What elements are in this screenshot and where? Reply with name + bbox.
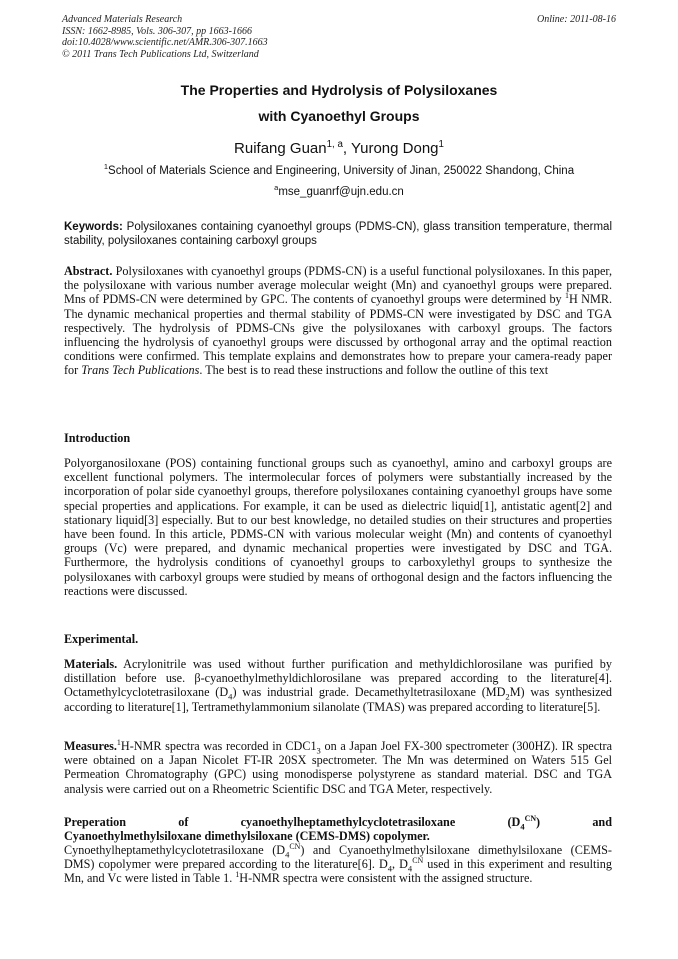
keywords xyxy=(64,220,612,248)
paper-title-line-1: The Properties and Hydrolysis of Polysiloxanes xyxy=(180,82,498,98)
measures-sub: 3 xyxy=(316,745,321,756)
measures-text-2: on a Japan Joel FX-300 spectrometer (300HZ). IR spectra were obtained on a Japan Nicolet FT-IR 20SX spectrometer. The Mn was determined on Waters 515 Gel Permeation Chromatography (GPC) using monodisperse polystyrene as standard material. DSC and TGA analysis were carried out on a Rheometric Scientific DSC and TGA Meter, respectively. xyxy=(64,739,612,796)
preparation-text-3: , D xyxy=(392,857,408,872)
preparation-sub-2: 4 xyxy=(387,863,393,874)
abstract-text-3: . The best is to read these instructions and follow the outline of this text xyxy=(199,363,549,378)
materials-label: Materials. xyxy=(64,657,118,671)
doi-line: doi:10.4028/www.scientific.net/AMR.306-307.1663 xyxy=(62,37,268,48)
journal-name: Advanced Materials Research xyxy=(62,14,183,25)
preparation-heading-text-1: Preperation of cyanoethylheptamethylcyclotetrasiloxane (D xyxy=(64,815,521,829)
measures-text-1: H-NMR spectra was recorded in CDC1 xyxy=(120,739,317,753)
affiliation-text: School of Materials Science and Engineering, University of Jinan, 250022 Shandong, China xyxy=(108,165,575,177)
materials-text-3: M) was synthesized according to literature[1], Tertramethylammonium silanolate (TMAS) was prepared according to literature[5]. xyxy=(64,685,612,714)
author-2: Yurong Dong xyxy=(350,140,439,157)
preparation-heading-line-1 xyxy=(64,813,612,832)
author-2-affiliation-mark: 1 xyxy=(438,139,444,150)
preparation-sub-3: 4 xyxy=(407,863,413,874)
introduction-heading: Introduction xyxy=(64,431,131,445)
materials-text-1: Acrylonitrile was used without further purification and methyldichlorosilane was purified by distillation before use. β-cyanoethylmethyldichlorosilane was prepared according to the literature[4]. Octamethylcyclotetrasiloxane (D xyxy=(64,657,612,700)
copyright-line: © 2011 Trans Tech Publications Ltd, Switzerland xyxy=(62,48,259,60)
abstract-publisher: Trans Tech Publications xyxy=(81,363,200,378)
affiliation xyxy=(0,162,678,177)
measures-sup: 1 xyxy=(116,737,121,747)
materials-sub-1: 4 xyxy=(228,691,233,702)
journal-header xyxy=(62,14,268,60)
abstract-text-2: H NMR. The dynamic mechanical properties and thermal stability of PDMS-CN were investigated by DSC and TGA respectively. The hydrolysis of PDMS-CNs give the polysiloxanes with carboxyl groups. The factors influencing the hydrolysis of cyanoethyl groups were discussed by orthogonal array and the optimal reaction conditions were confirmed. This template explains and demonstrates how to prepare your camera-ready paper for xyxy=(64,292,612,378)
experimental-heading: Experimental. xyxy=(64,632,139,646)
author-separator: , xyxy=(342,140,351,157)
author-1-affiliation-mark: 1, a xyxy=(326,139,343,150)
abstract-label: Abstract. xyxy=(64,264,113,278)
author-list xyxy=(0,140,678,157)
preparation-heading-text-2: ) and xyxy=(536,815,612,829)
materials-paragraph xyxy=(64,657,612,714)
online-date: Online: 2011-08-16 xyxy=(537,14,616,25)
measures-paragraph xyxy=(64,739,612,796)
preparation-sup-4: 1 xyxy=(235,870,240,880)
email-text: mse_guanrf@ujn.edu.cn xyxy=(278,186,404,198)
preparation-text-5: H-NMR spectra were consistent with the assigned structure. xyxy=(239,871,533,886)
preparation-heading-sub: 4 xyxy=(520,821,525,832)
email-mark: a xyxy=(274,183,279,193)
abstract-sup: 1 xyxy=(565,291,569,301)
affiliation-mark: 1 xyxy=(103,162,109,172)
author-1: Ruifang Guan xyxy=(234,140,327,157)
paper-title-line-2: with Cyanoethyl Groups xyxy=(258,108,420,124)
abstract-text-1: Polysiloxanes with cyanoethyl groups (PDMS-CN) is a useful functional polysiloxanes. In this paper, the polysiloxane with various number average molecular weight (Mn) and cyanoethyl groups were prepared. Mns of PDMS-CN were determined by GPC. The contents of cyanoethyl groups were determined by xyxy=(64,264,612,307)
materials-sub-2: 2 xyxy=(505,691,510,702)
preparation-text-2: ) and Cyanoethylmethylsiloxane dimethylsiloxane (CEMS-DMS) copolymer were prepared according to the literature[6]. D xyxy=(64,843,612,872)
issn-line: ISSN: 1662-8985, Vols. 306-307, pp 1663-1666 xyxy=(62,25,252,37)
measures-label: Measures. xyxy=(64,739,117,753)
preparation-sup-1: CN xyxy=(289,841,301,851)
keywords-label: Keywords: xyxy=(64,221,123,233)
preparation-paragraph xyxy=(64,843,612,886)
author-email xyxy=(0,183,678,198)
introduction-text: Polyorganosiloxane (POS) containing functional groups such as cyanoethyl, amino and carboxyl groups are excellent functional polymers. The intermolecular forces of polymers were substantially increased by the incorporation of polar side cyanoethyl groups, therefore polysiloxanes containing cyanoethyl groups have some special properties and applications. For example, it can be used as dielectric liquid[1], antistatic agent[2] and stationary liquid[3] especially. But to our best knowledge, no detailed studies on their structures and properties have been found. In this article, PDMS-CN with various molecular weight (Mn) and contents of cyanoethyl groups (Vc) were prepared, and dynamic mechanical properties were investigated by DSC and TGA. Furthermore, the hydrolysis conditions of cyanoethyl groups to carboxylethyl groups to synthesize the polysiloxanes with carboxyl groups were studied by means of orthogonal design and the factors influencing the reactions were discussed. xyxy=(64,456,612,598)
preparation-sub-1: 4 xyxy=(285,849,290,860)
preparation-heading-line-2: Cyanoethylmethylsiloxane dimethylsiloxane (CEMS-DMS) copolymer. xyxy=(64,829,430,843)
materials-text-2: ) was industrial grade. Decamethyltetrasiloxane (MD xyxy=(232,685,506,700)
preparation-heading-sup: CN xyxy=(524,813,537,823)
preparation-sup-3: CN xyxy=(412,856,424,866)
keywords-text: Polysiloxanes containing cyanoethyl groups (PDMS-CN), glass transition temperature, thermal stability, polysiloxanes containing carboxyl groups xyxy=(64,221,612,247)
preparation-text-4: used in this experiment and resulting Mn, and Vc were listed in Table 1. xyxy=(64,857,612,886)
abstract xyxy=(64,264,612,378)
preparation-text-1: Cynoethylheptamethylcyclotetrasiloxane (D xyxy=(64,843,286,857)
